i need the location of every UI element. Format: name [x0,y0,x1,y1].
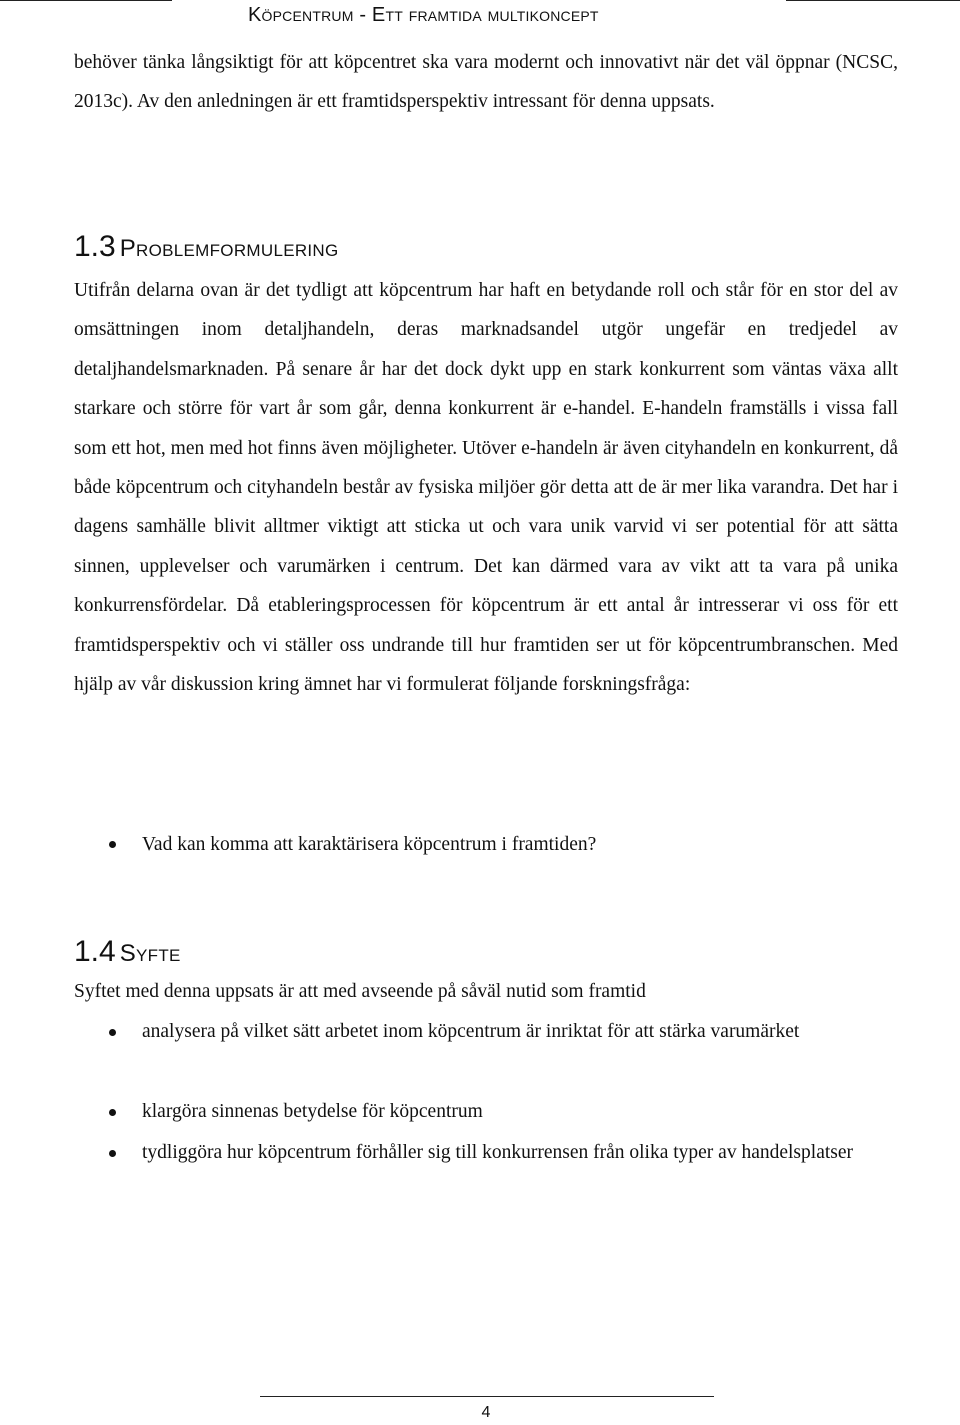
bullet-icon [109,1150,116,1157]
intro-paragraph: behöver tänka långsiktigt för att köpcentret ska vara modernt och innovativt när det väl öppnar (NCSC, 2013c). Av den anledningen är ett framtidsperspektiv intressant för denna uppsats. [74,52,898,113]
section-number: 1.3 [74,230,116,263]
page-number: 4 [481,1404,491,1421]
running-header-title: Köpcentrum - Ett framtida multikoncept [248,4,599,26]
problemformulering-paragraph: Utifrån delarna ovan är det tydligt att köpcentrum har haft en betydande roll och står för en stor del av omsättningen inom detaljhandeln, deras marknadsandel utgör ungefär en tredjedel av detaljhandelsmarknaden. På senare år har det dock dykt upp en stark konkurrent som väntas växa allt starkare och större för vart år som går, denna konkurrent är e-handel. E-handeln framställs i vissa fall som ett hot, men med hot finns även möjligheter. Utöver e-handeln är även cityhandeln en konkurrent, då både köpcentrum och cityhandeln består av fysiska miljöer gör detta att de är mer lika varandra. Det har i dagens samhälle blivit alltmer viktigt att sticka ut och vara unik varvid vi ser potential för att sätta sinnen, upplevelser och varumärken i centrum. Det kan därmed vara av vikt att ta vara på unika konkurrensfördelar. Då etableringsprocessen för köpcentrum är ett antal år intresserar vi oss för ett framtidsperspektiv och vi ställer oss undrande till hur framtiden ser ut för köpcentrumbranschen. Med hjälp av vår diskussion kring ämnet har vi formulerat följande forskningsfråga: [74,280,898,696]
section-title: Syfte [119,940,181,967]
header-rule-right [786,0,960,1]
section-title: Problemformulering [119,235,339,262]
bullet-icon [109,1029,116,1036]
syfte-paragraph: Syftet med denna uppsats är att med avseende på såväl nutid som framtid [74,981,646,1002]
syfte-bullet-text: analysera på vilket sätt arbetet inom köpcentrum är inriktat för att stärka varumärket [142,1021,800,1042]
syfte-bullet-text: klargöra sinnenas betydelse för köpcentrum [142,1101,483,1122]
footer-rule [260,1396,714,1397]
bullet-icon [109,1109,116,1116]
section-heading-problemformulering [74,230,339,264]
section-heading-syfte [74,935,181,969]
syfte-bullet-text: tydliggöra hur köpcentrum förhåller sig till konkurrensen från olika typer av handelsplatser [142,1142,853,1163]
header-rule-left [0,0,172,1]
research-question: Vad kan komma att karaktärisera köpcentrum i framtiden? [142,834,597,855]
bullet-icon [109,841,116,848]
section-number: 1.4 [74,935,116,968]
